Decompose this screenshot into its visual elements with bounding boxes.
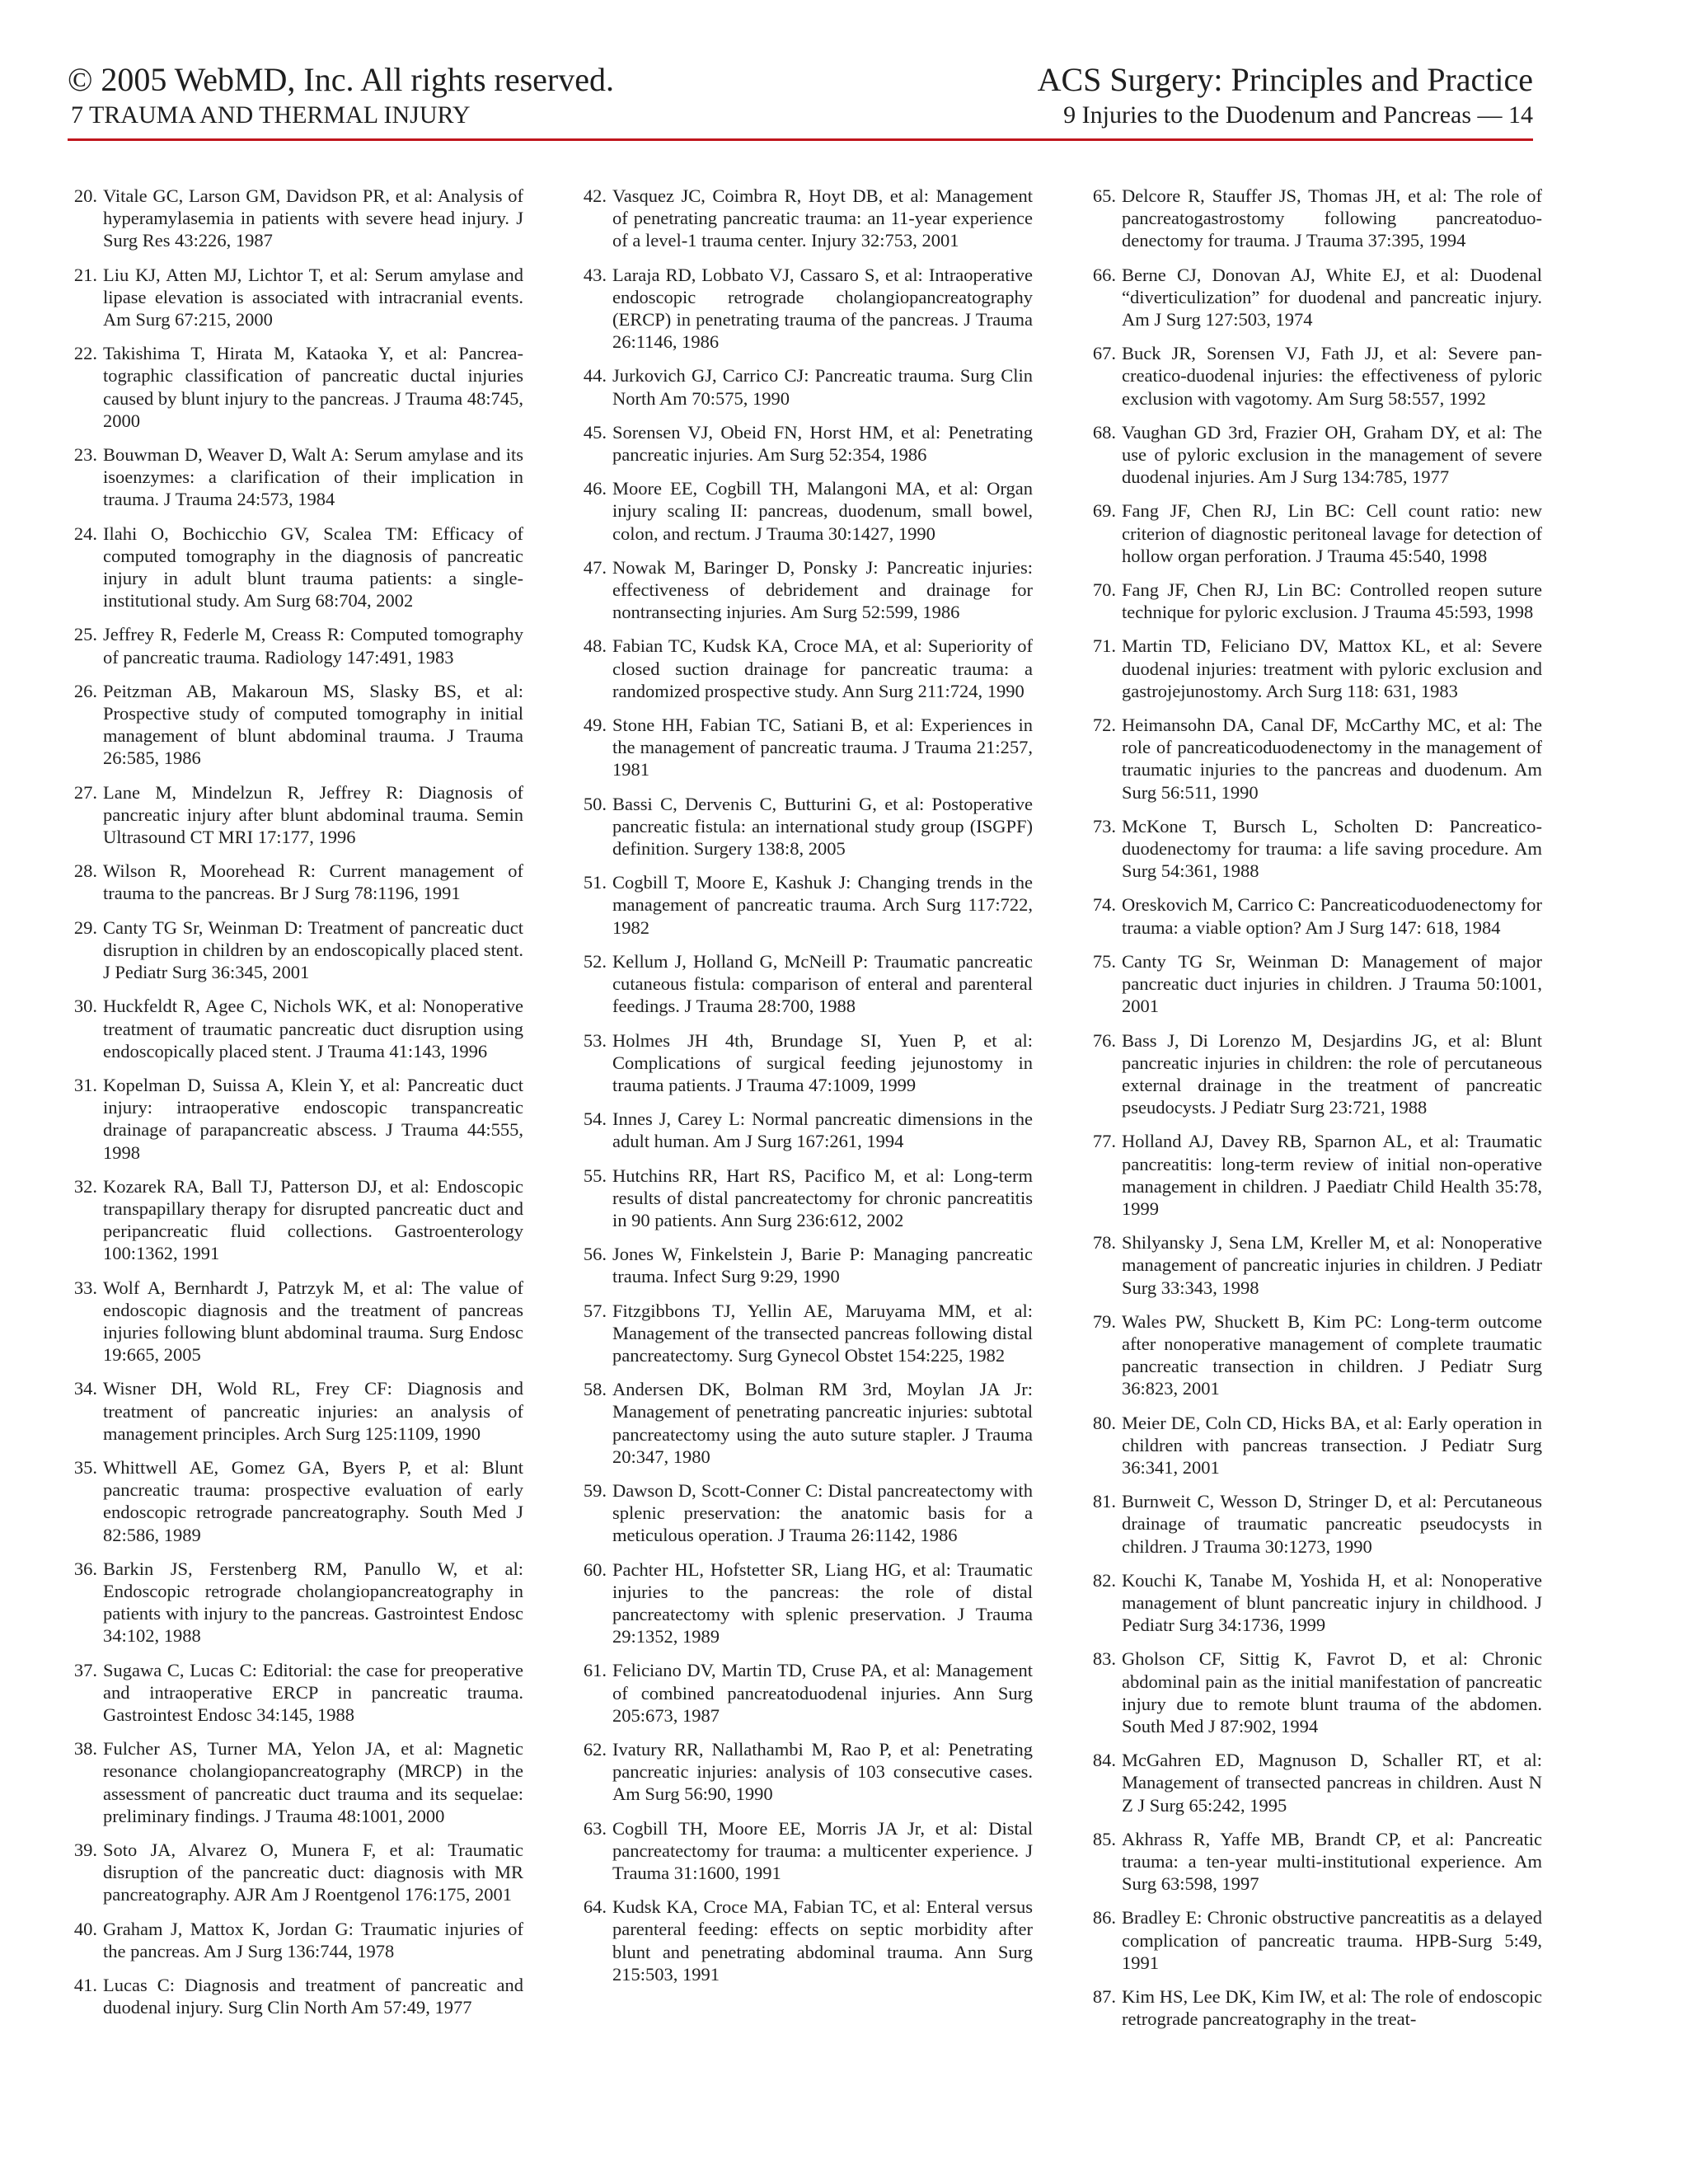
reference-item [567, 1659, 1033, 1727]
reference-number: 74. [1092, 894, 1116, 916]
reference-item [567, 1896, 1033, 1985]
reference-item [58, 860, 523, 904]
reference-number: 46. [583, 478, 607, 499]
reference-text: Wolf A, Bernhardt J, Patrzyk M, et al: The value of endoscopic diagnosis and the treatment of pancreas injuries following blunt abdominal trauma. Surg Endosc 19:665, 2005 [103, 1277, 523, 1366]
copyright-notice: © 2005 WebMD, Inc. All rights reserved. [68, 61, 614, 98]
reference-text: Kopelman D, Suissa A, Klein Y, et al: Pancreatic duct injury: intraoperative endoscopic transpancreatic drainage of parapancreatic abscess. J Trauma 44:555, 1998 [103, 1074, 523, 1163]
reference-item [567, 477, 1033, 545]
reference-number: 71. [1092, 635, 1116, 657]
reference-text: Bouwman D, Weaver D, Walt A: Serum amylase and its isoenzymes: a clarification of their implication in trauma. J Trauma 24:573, 1984 [103, 444, 523, 510]
reference-text: Soto JA, Alvarez O, Munera F, et al: Traumatic disruption of the pancreatic duct: diagnosis with MR pancreatography. AJR Am J Roentgenol 176:175, 2001 [103, 1840, 523, 1905]
reference-item [58, 1456, 523, 1546]
reference-item [567, 635, 1033, 702]
reference-text: Oreskovich M, Carrico C: Pancreaticoduodenectomy for trauma: a viable option? Am J Surg 147: 618, 1984 [1122, 894, 1542, 938]
reference-number: 57. [583, 1300, 607, 1321]
reference-number: 64. [583, 1896, 607, 1918]
reference-item [58, 443, 523, 511]
reference-text: Gholson CF, Sittig K, Favrot D, et al: Chronic abdominal pain as the initial manifestation of pancreatic injury due to remote blunt trauma of the abdomen. South Med J 87:902, 1994 [1122, 1648, 1542, 1736]
reference-text: Hutchins RR, Hart RS, Pacifico M, et al: Long-term results of distal pancreatectomy for chronic pancreatitis in 90 patients. Ann Surg 236:612, 2002 [612, 1165, 1033, 1230]
reference-item [58, 1974, 523, 2018]
reference-number: 70. [1092, 579, 1116, 601]
reference-number: 25. [73, 624, 97, 645]
reference-number: 69. [1092, 500, 1116, 522]
reference-number: 40. [73, 1918, 97, 1939]
reference-item [567, 1243, 1033, 1287]
reference-item [1076, 1749, 1542, 1816]
reference-text: Bassi C, Dervenis C, Butturini G, et al: Postoperative pancreatic fistula: an international study group (ISGPF) definition. Surgery 138:8, 2005 [612, 793, 1033, 860]
reference-text: Sugawa C, Lucas C: Editorial: the case for preoperative and intraoperative ERCP in pancreatic trauma. Gastrointest Endosc 34:145, 1988 [103, 1659, 523, 1725]
section-title: 7 TRAUMA AND THERMAL INJURY [71, 101, 471, 129]
reference-number: 39. [73, 1840, 97, 1860]
reference-number: 82. [1092, 1569, 1116, 1591]
reference-column-1 [58, 185, 523, 2030]
reference-number: 61. [583, 1660, 607, 1681]
reference-item [1076, 342, 1542, 410]
reference-item [58, 1175, 523, 1265]
reference-number: 41. [73, 1975, 97, 1996]
reference-text: Graham J, Mattox K, Jordan G: Traumatic injuries of the pancreas. Am J Surg 136:744, 1978 [103, 1918, 523, 1961]
reference-item [1076, 1231, 1542, 1299]
chapter-title-page-number: 9 Injuries to the Duodenum and Pancreas — 14 [1063, 101, 1533, 129]
reference-text: Akhrass R, Yaffe MB, Brandt CP, et al: Pancreatic trauma: a ten-year multi-institutional experience. Am Surg 63:598, 1997 [1122, 1828, 1542, 1895]
reference-text: Dawson D, Scott-Conner C: Distal pancreatectomy with splenic preservation: the anatomic basis for a meticulous operation. J Trauma 26:1142, 1986 [612, 1479, 1033, 1546]
reference-item [58, 264, 523, 331]
reference-item [1076, 1029, 1542, 1119]
reference-text: Cogbill TH, Moore EE, Morris JA Jr, et al: Distal pancreatectomy for trauma: a multicenter experience. J Trauma 31:1600, 1991 [612, 1817, 1033, 1883]
reference-number: 24. [73, 523, 97, 544]
reference-number: 42. [583, 185, 607, 206]
reference-item [567, 1108, 1033, 1152]
reference-number: 50. [583, 793, 607, 814]
reference-text: Barkin JS, Ferstenberg RM, Panullo W, et al: Endoscopic retrograde cholangiopancreatography in patients with injury to the pancreas. Gastrointest Endosc 34:102, 1988 [103, 1558, 523, 1647]
reference-text: Vaughan GD 3rd, Frazier OH, Graham DY, et al: The use of pyloric exclusion in the management of severe duodenal injuries. Am J Surg 134:785, 1977 [1122, 421, 1542, 488]
reference-text: Kudsk KA, Croce MA, Fabian TC, et al: Enteral versus parenteral feeding: effects on septic morbidity after blunt and penetrating abdominal trauma. Ann Surg 215:503, 1991 [612, 1896, 1033, 1985]
reference-item [1076, 893, 1542, 938]
reference-item [58, 680, 523, 770]
reference-number: 81. [1092, 1491, 1116, 1512]
reference-text: Fang JF, Chen RJ, Lin BC: Controlled reopen suture technique for pyloric exclusion. J Trauma 45:593, 1998 [1122, 579, 1542, 623]
reference-text: Berne CJ, Donovan AJ, White EJ, et al: Duodenal “diverticulization” for duodenal and pancreatic injury. Am J Surg 127:503, 1974 [1122, 264, 1542, 330]
reference-text: Sorensen VJ, Obeid FN, Horst HM, et al: Penetrating pancreatic injuries. Am Surg 52:354, 1986 [612, 421, 1033, 466]
reference-text: Nowak M, Baringer D, Ponsky J: Pancreatic injuries: effectiveness of debridement and drainage for nontransecting injuries. Am Surg 52:599, 1986 [612, 556, 1033, 623]
reference-text: Huckfeldt R, Agee C, Nichols WK, et al: Nonoperative treatment of traumatic pancreatic duct disruption using endoscopically placed stent. J Trauma 41:143, 1996 [103, 996, 523, 1062]
reference-item [1076, 635, 1542, 702]
reference-number: 84. [1092, 1750, 1116, 1771]
reference-text: Fitzgibbons TJ, Yellin AE, Maruyama MM, et al: Management of the transected pancreas following distal pancreatectomy. Surg Gynecol Obstet 154:225, 1982 [612, 1300, 1033, 1366]
reference-number: 85. [1092, 1828, 1116, 1849]
reference-item [58, 995, 523, 1062]
reference-item [1076, 815, 1542, 883]
reference-text: Holland AJ, Davey RB, Sparnon AL, et al: Traumatic pancreatitis: long-term review of initial non-operative management in children. J Paediatr Child Health 35:78, 1999 [1122, 1131, 1542, 1219]
reference-list [58, 185, 1541, 2163]
reference-text: McGahren ED, Magnuson D, Schaller RT, et al: Management of transected pancreas in children. Aust N Z J Surg 65:242, 1995 [1122, 1750, 1542, 1816]
reference-text: Peitzman AB, Makaroun MS, Slasky BS, et al: Prospective study of computed tomography in initial management of blunt abdominal trauma. J Trauma 26:585, 1986 [103, 680, 523, 769]
reference-item [567, 871, 1033, 939]
reference-number: 31. [73, 1074, 97, 1095]
reference-number: 37. [73, 1659, 97, 1680]
reference-number: 80. [1092, 1412, 1116, 1433]
reference-number: 33. [73, 1277, 97, 1298]
reference-number: 29. [73, 916, 97, 938]
reference-item [58, 342, 523, 432]
reference-number: 30. [73, 996, 97, 1017]
reference-text: Canty TG Sr, Weinman D: Treatment of pancreatic duct disruption in children by an endoscopically placed stent. J Pediatr Surg 36:345, 2001 [103, 916, 523, 983]
reference-item [567, 1378, 1033, 1468]
reference-text: Bass J, Di Lorenzo M, Desjardins JG, et al: Blunt pancreatic injuries in children: the role of percutaneous external drainage in the treatment of pancreatic pseudocysts. J Pediatr Surg 23:721, 1988 [1122, 1029, 1542, 1118]
reference-number: 83. [1092, 1648, 1116, 1670]
reference-item [58, 623, 523, 668]
reference-item [567, 185, 1033, 252]
reference-item [58, 1659, 523, 1727]
reference-number: 49. [583, 715, 607, 736]
reference-text: Stone HH, Fabian TC, Satiani B, et al: Experiences in the management of pancreatic trauma. J Trauma 21:257, 1981 [612, 715, 1033, 780]
reference-item [567, 364, 1033, 409]
reference-text: Holmes JH 4th, Brundage SI, Yuen P, et al: Complications of surgical feeding jejunostomy in trauma patients. J Trauma 47:1009, 1999 [612, 1029, 1033, 1095]
reference-number: 43. [583, 264, 607, 285]
reference-text: Vasquez JC, Coimbra R, Hoyt DB, et al: Management of penetrating pancreatic trauma: an 11-year experience of a level-1 trauma center. Injury 32:753, 2001 [612, 185, 1033, 251]
reference-item [58, 1918, 523, 1962]
reference-number: 48. [583, 635, 607, 657]
reference-item [567, 421, 1033, 466]
reference-number: 54. [583, 1108, 607, 1130]
reference-number: 20. [73, 185, 97, 206]
header-rule [68, 138, 1533, 141]
reference-text: Delcore R, Stauffer JS, Thomas JH, et al: The role of pancreatogastrostomy following pancreatoduodenectomy for trauma. J Trauma 37:395, 1994 [1122, 185, 1542, 251]
reference-number: 66. [1092, 264, 1116, 285]
reference-text: Buck JR, Sorensen VJ, Fath JJ, et al: Severe pancreatico-duodenal injuries: the effectiveness of pyloric exclusion with vagotomy. Am Surg 58:557, 1992 [1122, 343, 1542, 409]
reference-text: Pachter HL, Hofstetter SR, Liang HG, et al: Traumatic injuries to the pancreas: the role of distal pancreatectomy with splenic preservation. J Trauma 29:1352, 1989 [612, 1558, 1033, 1647]
reference-text: Ivatury RR, Nallathambi M, Rao P, et al: Penetrating pancreatic injuries: analysis of 103 consecutive cases. Am Surg 56:90, 1990 [612, 1738, 1033, 1805]
book-title: ACS Surgery: Principles and Practice [1037, 61, 1533, 98]
reference-text: Kouchi K, Tanabe M, Yoshida H, et al: Nonoperative management of blunt pancreatic injury in childhood. J Pediatr Surg 34:1736, 1999 [1122, 1569, 1542, 1636]
reference-number: 38. [73, 1738, 97, 1760]
reference-number: 76. [1092, 1029, 1116, 1051]
reference-number: 51. [583, 872, 607, 893]
reference-text: McKone T, Bursch L, Scholten D: Pancreaticoduodenectomy for trauma: a life saving procedure. Am Surg 54:361, 1988 [1122, 815, 1542, 882]
reference-number: 55. [583, 1165, 607, 1186]
reference-text: Meier DE, Coln CD, Hicks BA, et al: Early operation in children with pancreas transection. J Pediatr Surg 36:341, 2001 [1122, 1412, 1542, 1478]
reference-number: 79. [1092, 1310, 1116, 1332]
reference-item [567, 950, 1033, 1018]
reference-number: 67. [1092, 343, 1116, 364]
reference-text: Jeffrey R, Federle M, Creass R: Computed tomography of pancreatic trauma. Radiology 147:491, 1983 [103, 624, 523, 668]
reference-item [58, 185, 523, 252]
reference-number: 27. [73, 781, 97, 803]
reference-text: Fulcher AS, Turner MA, Yelon JA, et al: Magnetic resonance cholangiopancreatography (MRCP) in the assessment of pancreatic duct trauma and its sequelae: preliminary findings. J Trauma 48:1001, 2000 [103, 1738, 523, 1826]
reference-text: Canty TG Sr, Weinman D: Management of major pancreatic duct injuries in children. J Trauma 50:1001, 2001 [1122, 950, 1542, 1017]
reference-item [58, 1377, 523, 1445]
reference-number: 47. [583, 556, 607, 578]
reference-item [567, 264, 1033, 354]
reference-text: Fang JF, Chen RJ, Lin BC: Cell count ratio: new criterion of diagnostic peritoneal lavage for detection of hollow organ perforation. J Trauma 45:540, 1998 [1122, 500, 1542, 566]
reference-text: Wales PW, Shuckett B, Kim PC: Long-term outcome after nonoperative management of complete traumatic pancreatic transection in children. J Pediatr Surg 36:823, 2001 [1122, 1310, 1542, 1399]
reference-text: Laraja RD, Lobbato VJ, Cassaro S, et al: Intraoperative endoscopic retrograde cholangiopancreatography (ERCP) in penetrating trauma of the pancreas. J Trauma 26:1146, 1986 [612, 264, 1033, 353]
reference-text: Cogbill T, Moore E, Kashuk J: Changing trends in the management of pancreatic trauma. Arch Surg 117:722, 1982 [612, 872, 1033, 938]
reference-item [1076, 579, 1542, 623]
reference-number: 62. [583, 1738, 607, 1760]
reference-item [567, 1738, 1033, 1806]
page-header [68, 59, 1533, 150]
reference-item [58, 1074, 523, 1164]
reference-text: Kim HS, Lee DK, Kim IW, et al: The role of endoscopic retrograde pancreatography in the treat- [1122, 1986, 1542, 2030]
reference-text: Innes J, Carey L: Normal pancreatic dimensions in the adult human. Am J Surg 167:261, 1994 [612, 1108, 1033, 1152]
reference-number: 28. [73, 860, 97, 882]
reference-item [1076, 1130, 1542, 1220]
reference-item [567, 1479, 1033, 1547]
reference-item [1076, 1412, 1542, 1479]
reference-text: Shilyansky J, Sena LM, Kreller M, et al: Nonoperative management of pancreatic injuries in children. J Pediatr Surg 33:343, 1998 [1122, 1232, 1542, 1298]
reference-item [1076, 1569, 1542, 1637]
reference-number: 32. [73, 1175, 97, 1197]
reference-text: Kellum J, Holland G, McNeill P: Traumatic pancreatic cutaneous fistula: comparison of enteral and parenteral feedings. J Trauma 28:700, 1988 [612, 950, 1033, 1017]
reference-text: Lane M, Mindelzun R, Jeffrey R: Diagnosis of pancreatic injury after blunt abdominal trauma. Semin Ultrasound CT MRI 17:177, 1996 [103, 781, 523, 848]
reference-item [1076, 264, 1542, 331]
reference-text: Heimansohn DA, Canal DF, McCarthy MC, et al: The role of pancreaticoduodenectomy in the management of traumatic injuries to the pancreas and duodenum. Am Surg 56:511, 1990 [1122, 715, 1542, 803]
reference-text: Moore EE, Cogbill TH, Malangoni MA, et al: Organ injury scaling II: pancreas, duodenum, small bowel, colon, and rectum. J Trauma 30:1427, 1990 [612, 478, 1033, 544]
reference-item [1076, 185, 1542, 252]
reference-item [1076, 1310, 1542, 1400]
reference-number: 36. [73, 1558, 97, 1579]
reference-number: 72. [1092, 715, 1116, 736]
reference-text: Burnweit C, Wesson D, Stringer D, et al: Percutaneous drainage of traumatic pancreatic pseudocysts in children. J Trauma 30:1273, 1990 [1122, 1491, 1542, 1557]
reference-number: 65. [1092, 185, 1116, 206]
reference-item [567, 1165, 1033, 1232]
reference-text: Fabian TC, Kudsk KA, Croce MA, et al: Superiority of closed suction drainage for pancreatic trauma: a randomized prospective study. Ann Surg 211:724, 1990 [612, 635, 1033, 701]
reference-text: Liu KJ, Atten MJ, Lichtor T, et al: Serum amylase and lipase elevation is associated with intracranial events. Am Surg 67:215, 2000 [103, 264, 523, 330]
reference-number: 86. [1092, 1907, 1116, 1929]
reference-item [58, 916, 523, 984]
reference-number: 58. [583, 1379, 607, 1400]
reference-text: Martin TD, Feliciano DV, Mattox KL, et al: Severe duodenal injuries: treatment with pyloric exclusion and gastrojejunostomy. Arch Surg 118: 631, 1983 [1122, 635, 1542, 701]
reference-number: 52. [583, 950, 607, 972]
reference-number: 26. [73, 680, 97, 701]
reference-text: Lucas C: Diagnosis and treatment of pancreatic and duodenal injury. Surg Clin North Am 57:49, 1977 [103, 1975, 523, 2018]
reference-item [58, 1558, 523, 1647]
reference-item [567, 714, 1033, 781]
reference-number: 68. [1092, 421, 1116, 443]
reference-text: Jones W, Finkelstein J, Barie P: Managing pancreatic trauma. Infect Surg 9:29, 1990 [612, 1244, 1033, 1287]
reference-number: 56. [583, 1244, 607, 1265]
reference-item [58, 1839, 523, 1906]
reference-text: Bradley E: Chronic obstructive pancreatitis as a delayed complication of pancreatic trauma. HPB-Surg 5:49, 1991 [1122, 1907, 1542, 1973]
reference-text: Takishima T, Hirata M, Kataoka Y, et al: Pancreatographic classification of pancreatic ductal injuries caused by blunt injury to the pancreas. J Trauma 48:745, 2000 [103, 343, 523, 431]
reference-number: 60. [583, 1558, 607, 1580]
reference-item [567, 1300, 1033, 1367]
reference-text: Whittwell AE, Gomez GA, Byers P, et al: Blunt pancreatic trauma: prospective evaluation of early endoscopic retrograde pancreatography. South Med J 82:586, 1989 [103, 1456, 523, 1545]
reference-item [1076, 421, 1542, 489]
reference-item [1076, 1906, 1542, 1974]
reference-item [58, 1277, 523, 1366]
reference-item [1076, 1985, 1542, 2030]
reference-item [1076, 714, 1542, 804]
reference-number: 21. [73, 264, 97, 285]
reference-number: 78. [1092, 1232, 1116, 1254]
reference-number: 73. [1092, 815, 1116, 837]
reference-text: Feliciano DV, Martin TD, Cruse PA, et al: Management of combined pancreatoduodenal injuries. Ann Surg 205:673, 1987 [612, 1660, 1033, 1726]
reference-number: 44. [583, 365, 607, 387]
reference-item [1076, 499, 1542, 567]
reference-text: Ilahi O, Bochicchio GV, Scalea TM: Efficacy of computed tomography in the diagnosis of pancreatic injury in adult blunt trauma patients: a single-institutional study. Am Surg 68:704, 2002 [103, 523, 523, 612]
reference-number: 53. [583, 1029, 607, 1051]
reference-item [1076, 1647, 1542, 1737]
reference-number: 87. [1092, 1986, 1116, 2008]
reference-text: Wisner DH, Wold RL, Frey CF: Diagnosis and treatment of pancreatic injuries: an analysis of management principles. Arch Surg 125:1109, 1990 [103, 1378, 523, 1444]
reference-text: Andersen DK, Bolman RM 3rd, Moylan JA Jr: Management of penetrating pancreatic injuries: subtotal pancreatectomy using the auto suture stapler. J Trauma 20:347, 1980 [612, 1379, 1033, 1467]
reference-number: 22. [73, 343, 97, 364]
reference-number: 59. [583, 1479, 607, 1501]
reference-item [1076, 950, 1542, 1018]
reference-text: Kozarek RA, Ball TJ, Patterson DJ, et al: Endoscopic transpapillary therapy for disrupted pancreatic duct and peripancreatic fluid collections. Gastroenterology 100:1362, 1991 [103, 1175, 523, 1264]
reference-item [567, 793, 1033, 860]
reference-number: 34. [73, 1378, 97, 1399]
reference-item [567, 1817, 1033, 1885]
reference-item [567, 1558, 1033, 1648]
reference-number: 23. [73, 444, 97, 466]
reference-item [58, 523, 523, 612]
reference-number: 35. [73, 1456, 97, 1478]
reference-text: Jurkovich GJ, Carrico CJ: Pancreatic trauma. Surg Clin North Am 70:575, 1990 [612, 365, 1033, 409]
reference-item [58, 781, 523, 849]
reference-text: Wilson R, Moorehead R: Current management of trauma to the pancreas. Br J Surg 78:1196, 1991 [103, 860, 523, 904]
reference-column-2 [567, 185, 1033, 1997]
reference-number: 63. [583, 1817, 607, 1839]
reference-number: 77. [1092, 1131, 1116, 1152]
reference-item [567, 1029, 1033, 1097]
reference-item [567, 556, 1033, 624]
reference-number: 75. [1092, 950, 1116, 972]
reference-column-3 [1076, 185, 1542, 2041]
reference-item [58, 1737, 523, 1827]
reference-item [1076, 1828, 1542, 1896]
reference-text: Vitale GC, Larson GM, Davidson PR, et al: Analysis of hyperamylasemia in patients with severe head injury. J Surg Res 43:226, 1987 [103, 185, 523, 251]
reference-number: 45. [583, 421, 607, 443]
reference-item [1076, 1490, 1542, 1558]
